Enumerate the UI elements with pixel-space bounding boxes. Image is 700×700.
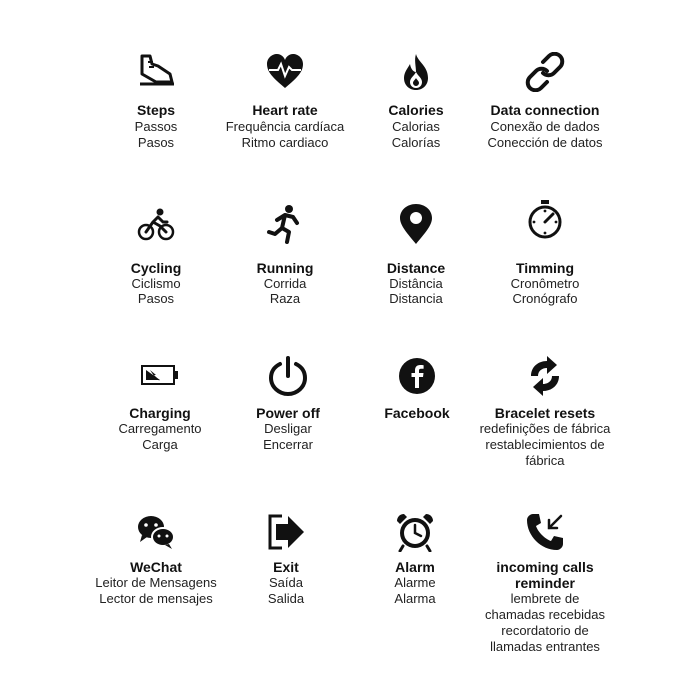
- feature-title: Alarm: [395, 559, 435, 575]
- feature-title: Cycling: [130, 260, 182, 276]
- feature-title: incoming calls: [496, 559, 594, 575]
- refresh-icon: [525, 356, 565, 396]
- feature-translation-es: Raza: [269, 291, 301, 306]
- feature-translation-es: recordatorio de: [501, 623, 589, 638]
- feature-translation-pt: Desligar: [264, 421, 312, 436]
- feature-title-cont: reminder: [515, 575, 575, 591]
- feature-title: WeChat: [130, 559, 182, 575]
- feature-title: Facebook: [384, 405, 450, 421]
- exit-icon: [266, 512, 306, 552]
- feature-translation-es: Alarma: [394, 591, 436, 606]
- feature-translation-es: Carga: [142, 437, 178, 452]
- feature-translation-es: Conección de datos: [487, 135, 603, 150]
- feature-title: Calories: [388, 102, 444, 118]
- feature-translation-pt: Passos: [134, 119, 178, 134]
- feature-title: Running: [256, 260, 314, 276]
- feature-translation-es: Cronógrafo: [512, 291, 578, 306]
- feature-title: Data connection: [490, 102, 600, 118]
- feature-translation-pt: Frequência cardíaca: [225, 119, 345, 134]
- heart-rate-icon: [265, 52, 305, 92]
- map-pin-icon: [396, 204, 436, 244]
- cyclist-icon: [136, 204, 176, 244]
- feature-translation-es: Encerrar: [263, 437, 313, 452]
- alarm-clock-icon: [395, 512, 435, 552]
- feature-translation-es: restablecimientos de: [485, 437, 605, 452]
- feature-translation-es: Salida: [267, 591, 305, 606]
- feature-translation-es: Distancia: [389, 291, 443, 306]
- feature-translation-pt: Distância: [389, 276, 443, 291]
- feature-translation-pt-cont: chamadas recebidas: [485, 607, 605, 622]
- wechat-icon: [136, 512, 176, 552]
- feature-translation-es-cont: llamadas entrantes: [490, 639, 600, 654]
- feature-translation-es: Calorías: [391, 135, 441, 150]
- feature-title: Heart rate: [252, 102, 318, 118]
- feature-title: Bracelet resets: [494, 405, 596, 421]
- feature-translation-pt: Ciclismo: [131, 276, 181, 291]
- feature-translation-es: Pasos: [137, 291, 175, 306]
- battery-charging-icon: [140, 356, 180, 396]
- running-shoe-icon: [136, 52, 176, 92]
- feature-title: Charging: [129, 405, 191, 421]
- feature-translation-es: Pasos: [137, 135, 175, 150]
- incoming-call-icon: [525, 512, 565, 552]
- feature-translation-es: Ritmo cardiaco: [241, 135, 329, 150]
- stopwatch-icon: [525, 200, 565, 240]
- facebook-icon: [397, 356, 437, 396]
- feature-title: Distance: [386, 260, 446, 276]
- power-icon: [268, 356, 308, 396]
- chain-link-icon: [525, 52, 565, 92]
- runner-icon: [265, 204, 305, 244]
- feature-translation-es: Lector de mensajes: [99, 591, 213, 606]
- feature-title: Exit: [273, 559, 299, 575]
- feature-translation-pt: lembrete de: [510, 591, 580, 606]
- feature-translation-pt: Corrida: [263, 276, 307, 291]
- feature-title: Timming: [515, 260, 575, 276]
- feature-translation-pt: Alarme: [394, 575, 436, 590]
- feature-title: Steps: [136, 102, 176, 118]
- feature-translation-pt: Leitor de Mensagens: [95, 575, 217, 590]
- feature-translation-pt: Carregamento: [118, 421, 202, 436]
- feature-translation-pt: Conexão de dados: [490, 119, 600, 134]
- flame-icon: [396, 52, 436, 92]
- feature-translation-es-cont: fábrica: [525, 453, 565, 468]
- feature-translation-pt: redefinições de fábrica: [479, 421, 611, 436]
- feature-title: Power off: [256, 405, 320, 421]
- feature-translation-pt: Saída: [269, 575, 303, 590]
- feature-translation-pt: Calorias: [392, 119, 440, 134]
- feature-translation-pt: Cronômetro: [510, 276, 580, 291]
